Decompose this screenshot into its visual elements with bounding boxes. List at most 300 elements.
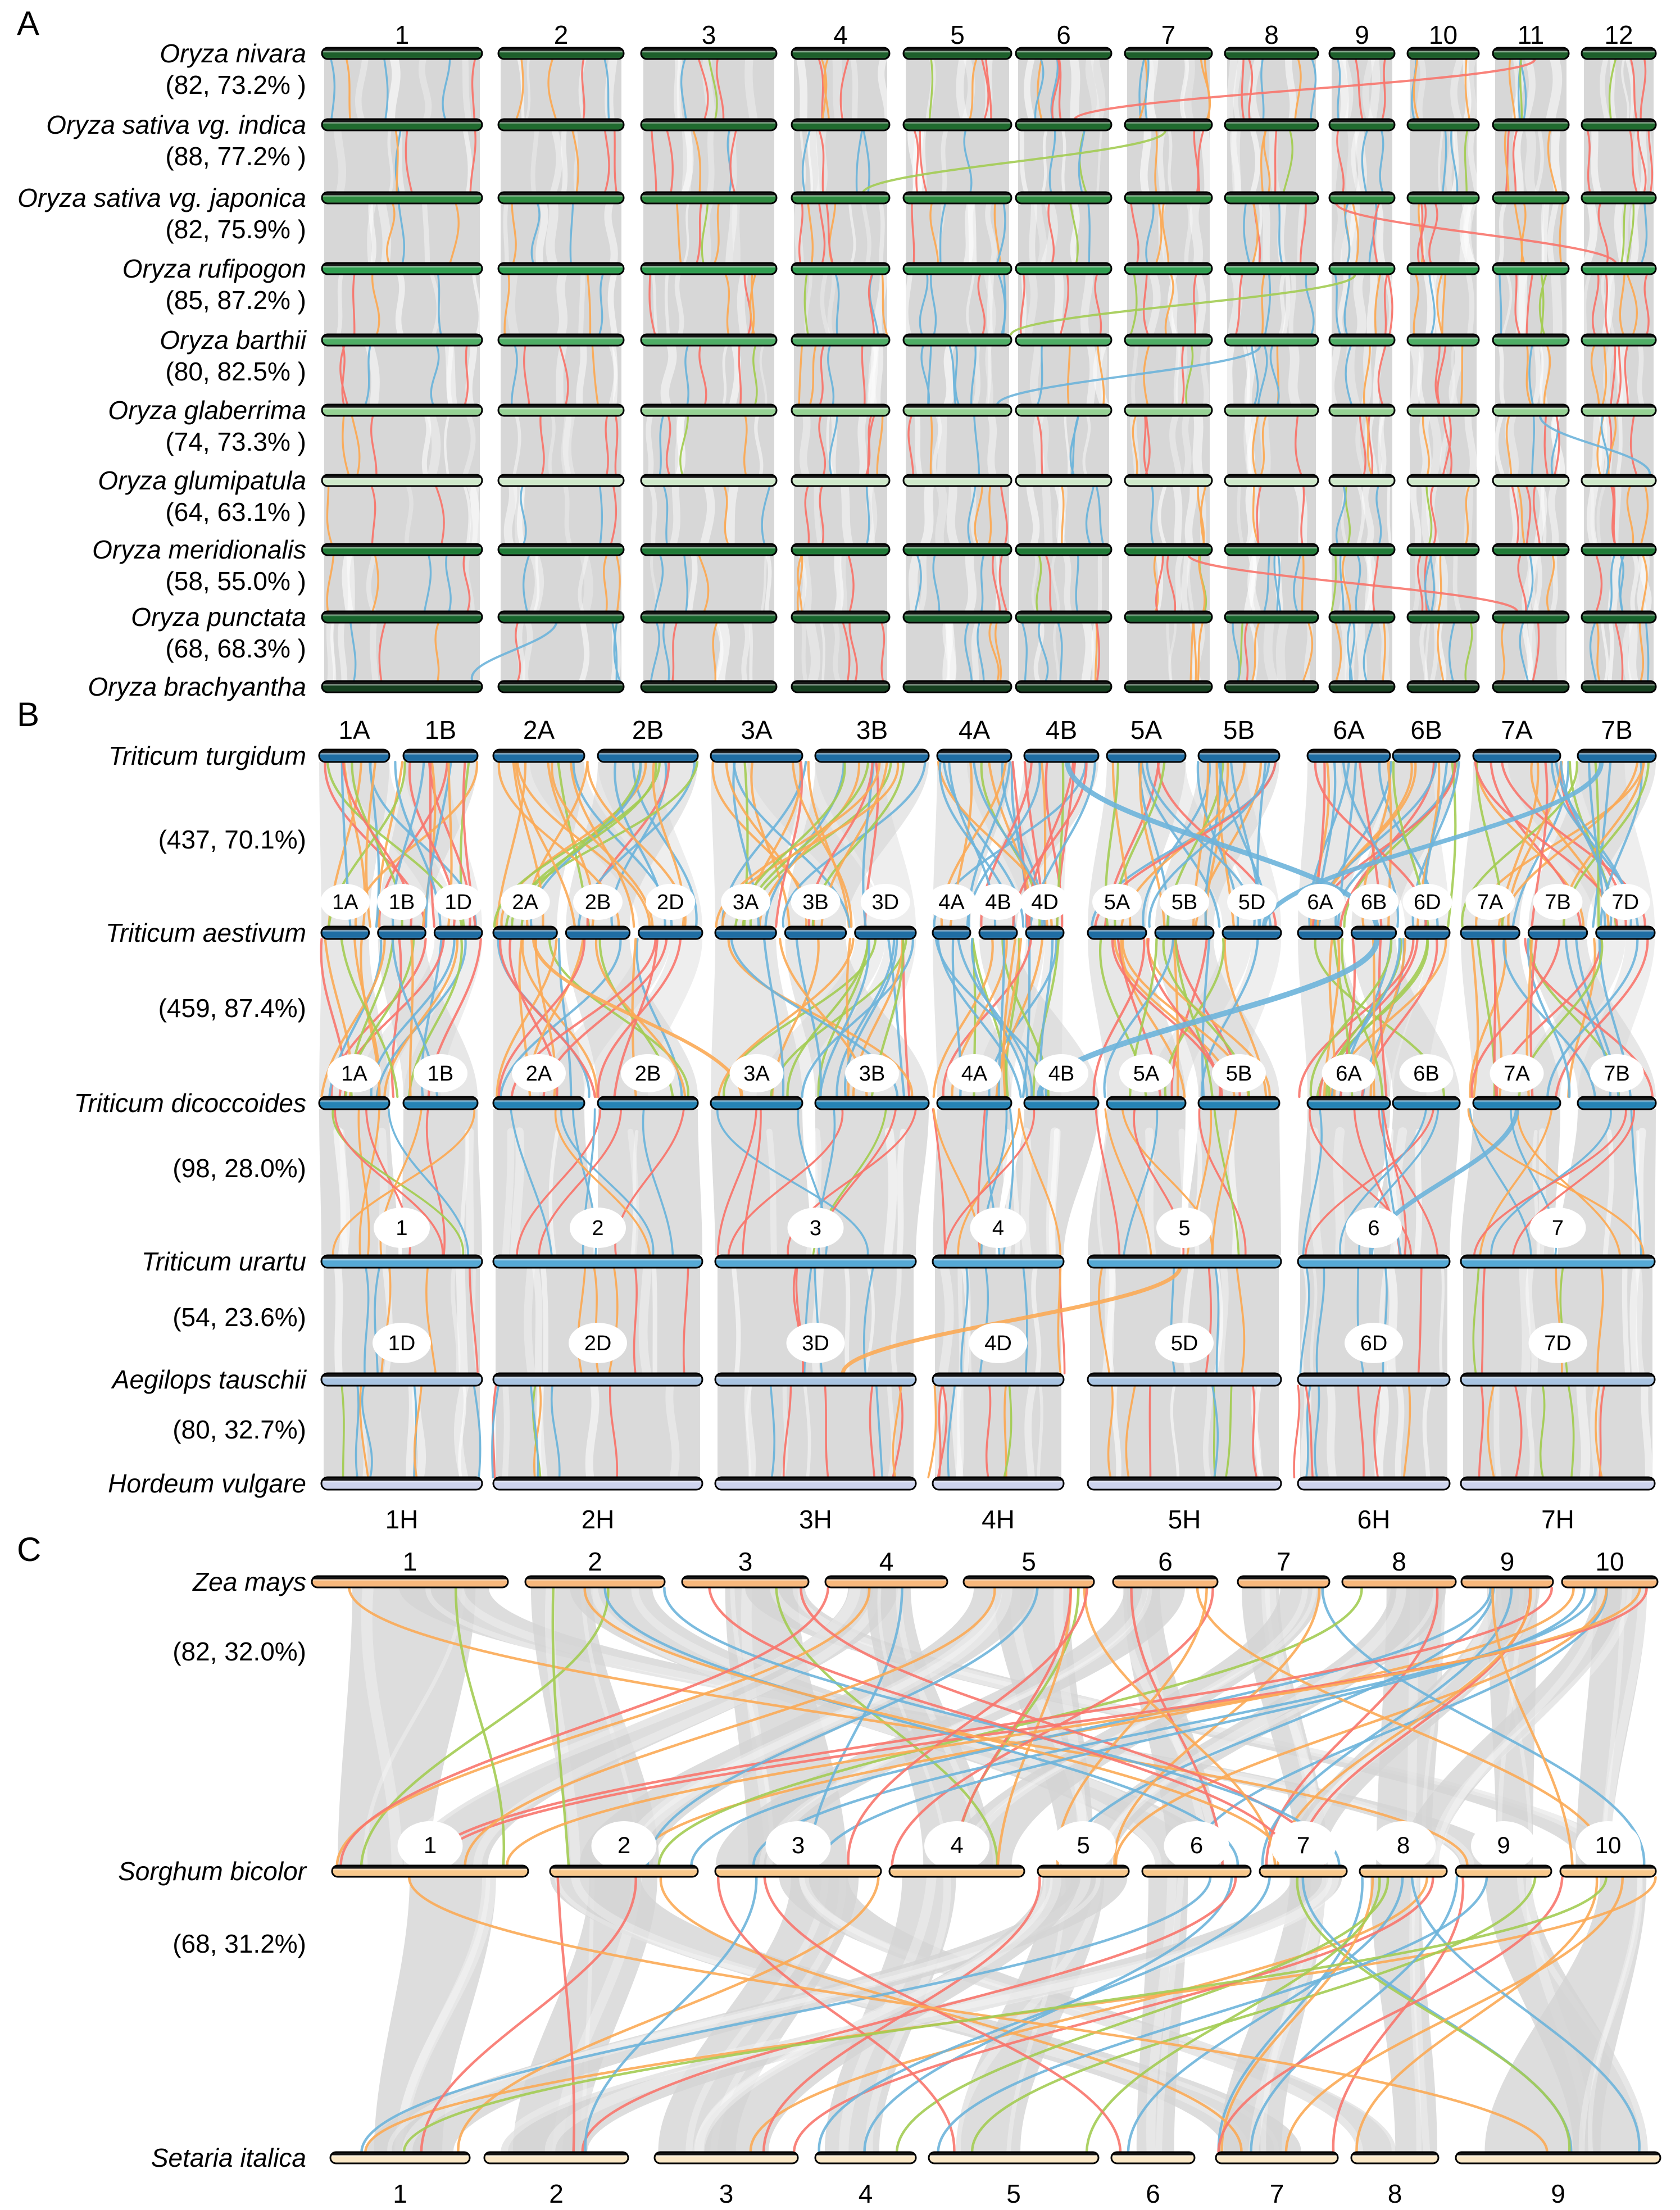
chromosome-footer: 3H xyxy=(799,1505,832,1534)
chromosome-bar xyxy=(550,1866,698,1877)
oval-label: 3A xyxy=(743,1062,770,1086)
chromosome-bar xyxy=(1125,119,1212,130)
synteny-line xyxy=(1074,59,1075,119)
chromosome-bar xyxy=(1407,405,1479,416)
chromosome-bar xyxy=(598,750,698,762)
synteny-line xyxy=(382,203,387,263)
synteny-line xyxy=(810,623,816,681)
synteny-line xyxy=(846,1268,848,1373)
chromosome-bar xyxy=(322,263,482,274)
species-name: Triticum dicoccoides xyxy=(74,1088,306,1118)
species-name: Setaria italica xyxy=(151,2143,306,2172)
synteny-ribbon xyxy=(1018,555,1109,611)
chromosome-bar xyxy=(484,2152,628,2163)
chromosome-bar xyxy=(493,750,584,762)
chromosome-bar xyxy=(1582,681,1656,692)
chromosome-bar xyxy=(1125,611,1212,623)
oval-label: 10 xyxy=(1595,1832,1622,1858)
chromosome-bar xyxy=(598,1097,698,1109)
synteny-line xyxy=(1413,346,1418,405)
synteny-line xyxy=(1293,346,1296,405)
synteny-line xyxy=(1086,623,1089,681)
chromosome-header: 11 xyxy=(1517,20,1545,49)
species-stat: (80, 82.5% ) xyxy=(165,357,306,386)
synteny-line xyxy=(1265,203,1266,263)
species-name: Oryza brachyantha xyxy=(88,672,306,701)
chromosome-bar xyxy=(1125,48,1212,59)
synteny-line xyxy=(1281,274,1284,334)
synteny-ribbon xyxy=(324,486,480,544)
chromosome-bar xyxy=(1225,263,1318,274)
synteny-line xyxy=(1594,130,1598,192)
oval-label: 5 xyxy=(1077,1832,1090,1858)
chromosome-footer: 6H xyxy=(1357,1505,1391,1534)
synteny-line xyxy=(449,346,453,405)
oval-label: 2D xyxy=(584,1332,612,1355)
chromosome-bar xyxy=(1125,681,1212,692)
synteny-line xyxy=(1496,1386,1499,1477)
chromosome-bar xyxy=(1088,1373,1281,1386)
species-name: Oryza sativa vg. indica xyxy=(46,110,306,139)
synteny-line xyxy=(956,1386,960,1477)
chromosome-bar xyxy=(641,48,777,59)
chromosome-bar xyxy=(1260,1866,1347,1877)
synteny-line xyxy=(1610,623,1612,681)
synteny-ribbon xyxy=(324,416,480,475)
synteny-line xyxy=(373,623,376,681)
chromosome-header: 3 xyxy=(701,20,716,49)
chromosome-bar xyxy=(1107,750,1186,762)
species-name: Hordeum vulgare xyxy=(108,1469,306,1498)
synteny-line xyxy=(505,203,507,263)
chromosome-bar xyxy=(785,927,846,939)
oval-label: 3D xyxy=(871,891,900,914)
chromosome-bar xyxy=(792,48,889,59)
chromosome-bar xyxy=(1088,927,1146,939)
chromosome-bar xyxy=(903,119,1011,130)
chromosome-bar xyxy=(321,1373,482,1386)
synteny-line xyxy=(838,555,840,611)
species-name: Oryza rufipogon xyxy=(122,254,306,283)
synteny-line xyxy=(678,59,679,119)
synteny-line xyxy=(1360,623,1363,681)
chromosome-bar xyxy=(1405,927,1450,939)
chromosome-bar xyxy=(1307,1097,1390,1109)
chromosome-bar xyxy=(641,263,777,274)
chromosome-bar xyxy=(1582,611,1656,623)
chromosome-bar xyxy=(903,611,1011,623)
synteny-line xyxy=(543,1268,546,1373)
synteny-line xyxy=(1332,130,1336,192)
species-stat: (68, 68.3% ) xyxy=(165,634,306,663)
chromosome-bar xyxy=(566,927,629,939)
synteny-line xyxy=(960,59,964,119)
species-name: Sorghum bicolor xyxy=(118,1857,306,1886)
synteny-ribbon xyxy=(324,346,480,405)
chromosome-bar xyxy=(1582,192,1656,203)
chromosome-bar xyxy=(1016,192,1111,203)
chromosome-bar xyxy=(1493,544,1569,555)
chromosome-header: 6 xyxy=(1158,1547,1173,1576)
chromosome-bar xyxy=(1198,750,1279,762)
chromosome-footer: 4 xyxy=(858,2179,873,2208)
chromosome-bar xyxy=(1225,119,1318,130)
synteny-line xyxy=(880,203,883,263)
synteny-ribbon xyxy=(324,203,480,263)
synteny-line xyxy=(969,555,973,611)
synteny-line xyxy=(1144,130,1148,192)
synteny-line xyxy=(609,59,613,119)
synteny-line xyxy=(561,274,564,334)
species-name: Oryza glaberrima xyxy=(108,396,306,425)
synteny-line xyxy=(948,346,951,405)
chromosome-bar xyxy=(711,750,802,762)
synteny-line xyxy=(1520,274,1523,334)
oval-label: 1A xyxy=(332,891,358,914)
chromosome-bar xyxy=(1225,475,1318,486)
oval-label: 2B xyxy=(634,1062,661,1086)
synteny-line xyxy=(1046,486,1048,544)
chromosome-bar xyxy=(1596,927,1655,939)
synteny-line xyxy=(346,555,349,611)
chromosome-bar xyxy=(1223,927,1281,939)
chromosome-bar xyxy=(1016,681,1111,692)
chromosome-bar xyxy=(903,681,1011,692)
chromosome-footer: 1H xyxy=(385,1505,419,1534)
synteny-line xyxy=(1307,623,1310,681)
chromosome-bar xyxy=(1016,475,1111,486)
oval-label: 6B xyxy=(1413,1062,1440,1086)
chromosome-bar xyxy=(1016,544,1111,555)
synteny-line xyxy=(803,623,806,681)
chromosome-bar xyxy=(937,750,1011,762)
chromosome-bar xyxy=(1125,544,1212,555)
chromosome-bar xyxy=(1461,1255,1655,1268)
chromosome-bar xyxy=(933,1373,1064,1386)
chromosome-header: 4 xyxy=(833,20,848,49)
chromosome-bar xyxy=(1461,1373,1655,1386)
synteny-ribbon xyxy=(501,555,621,611)
chromosome-footer: 6 xyxy=(1146,2179,1160,2208)
synteny-line xyxy=(1178,555,1180,611)
chromosome-bar xyxy=(1024,750,1098,762)
chromosome-bar xyxy=(1142,1866,1251,1877)
chromosome-bar xyxy=(641,405,777,416)
oval-label: 1 xyxy=(396,1217,408,1240)
chromosome-bar xyxy=(1456,2152,1660,2163)
synteny-line xyxy=(1555,130,1558,192)
chromosome-header: 7 xyxy=(1276,1547,1291,1576)
chromosome-bar xyxy=(319,750,389,762)
chromosome-header: 6A xyxy=(1333,715,1365,745)
synteny-line xyxy=(550,203,553,263)
synteny-ribbon xyxy=(906,486,1009,544)
oval-label: 5B xyxy=(1171,891,1198,914)
synteny-line xyxy=(991,416,993,475)
chromosome-bar xyxy=(1016,611,1111,623)
chromosome-bar xyxy=(1578,1097,1656,1109)
panel-a-letter: A xyxy=(17,4,40,42)
chromosome-bar xyxy=(1342,1576,1456,1587)
synteny-ribbon xyxy=(794,203,887,263)
chromosome-bar xyxy=(1038,1866,1129,1877)
chromosome-bar xyxy=(715,1255,916,1268)
chromosome-bar xyxy=(815,2152,916,2163)
chromosome-bar xyxy=(1528,927,1587,939)
chromosome-bar xyxy=(434,927,482,939)
synteny-line xyxy=(750,623,751,681)
chromosome-footer: 5H xyxy=(1168,1505,1201,1534)
synteny-line xyxy=(844,486,849,544)
chromosome-bar xyxy=(1582,405,1656,416)
chromosome-header: 5A xyxy=(1130,715,1163,745)
chromosome-bar xyxy=(641,681,777,692)
oval-label: 2 xyxy=(617,1832,631,1858)
chromosome-bar xyxy=(903,334,1011,346)
chromosome-bar xyxy=(1107,1097,1186,1109)
chromosome-bar xyxy=(1298,1373,1450,1386)
chromosome-bar xyxy=(1024,1097,1098,1109)
chromosome-bar xyxy=(1407,544,1479,555)
chromosome-bar xyxy=(1407,334,1479,346)
chromosome-bar xyxy=(715,927,776,939)
chromosome-bar xyxy=(639,927,702,939)
chromosome-bar xyxy=(855,927,916,939)
synteny-line xyxy=(1194,203,1198,263)
chromosome-header: 2 xyxy=(553,20,569,49)
synteny-line xyxy=(1398,1386,1401,1477)
chromosome-bar xyxy=(498,611,624,623)
chromosome-bar xyxy=(498,192,624,203)
chromosome-footer: 2 xyxy=(549,2179,564,2208)
chromosome-bar xyxy=(1393,1097,1460,1109)
synteny-line xyxy=(1342,623,1346,681)
chromosome-bar xyxy=(641,334,777,346)
chromosome-bar xyxy=(641,611,777,623)
synteny-line xyxy=(1184,555,1187,611)
synteny-line xyxy=(1160,130,1163,192)
species-stat: (74, 73.3% ) xyxy=(165,427,306,456)
panel-a-ribbons xyxy=(324,59,1654,681)
chromosome-bar xyxy=(1493,681,1569,692)
chromosome-bar xyxy=(815,750,929,762)
synteny-line xyxy=(853,59,855,119)
chromosome-bar xyxy=(979,927,1017,939)
synteny-line xyxy=(567,416,571,475)
oval-label: 7D xyxy=(1611,891,1640,914)
chromosome-footer: 4H xyxy=(982,1505,1015,1534)
chromosome-bar xyxy=(378,927,426,939)
synteny-line xyxy=(1560,623,1561,681)
chromosome-bar xyxy=(493,1255,702,1268)
chromosome-bar xyxy=(1125,263,1212,274)
synteny-line xyxy=(465,59,469,119)
chromosome-header: 7 xyxy=(1161,20,1176,49)
synteny-line xyxy=(1314,1132,1319,1255)
oval-label: 7B xyxy=(1604,1062,1630,1086)
synteny-line xyxy=(1351,130,1353,192)
chromosome-header: 2B xyxy=(632,715,664,745)
oval-label: 7A xyxy=(1477,891,1504,914)
panel-c-letter: C xyxy=(17,1531,42,1568)
synteny-line xyxy=(1640,346,1642,405)
chromosome-bar xyxy=(312,1576,508,1587)
chromosome-bar xyxy=(1307,750,1390,762)
chromosome-bar xyxy=(1298,927,1342,939)
chromosome-bar xyxy=(322,681,482,692)
chromosome-bar xyxy=(792,405,889,416)
chromosome-bar xyxy=(498,48,624,59)
synteny-line xyxy=(564,130,565,192)
chromosome-bar xyxy=(1329,48,1395,59)
synteny-line xyxy=(425,203,428,263)
synteny-line xyxy=(1205,130,1209,192)
chromosome-bar xyxy=(792,681,889,692)
synteny-line xyxy=(720,623,725,681)
chromosome-bar xyxy=(493,1477,702,1490)
chromosome-bar xyxy=(1026,927,1064,939)
oval-label: 4B xyxy=(985,891,1011,914)
synteny-line xyxy=(833,416,834,475)
synteny-line xyxy=(730,486,734,544)
chromosome-bar xyxy=(903,192,1011,203)
synteny-ribbon xyxy=(1127,555,1210,611)
chromosome-header: 8 xyxy=(1264,20,1279,49)
chromosome-bar xyxy=(1125,475,1212,486)
chromosome-footer: 7 xyxy=(1269,2179,1284,2208)
synteny-line xyxy=(1247,416,1250,475)
chromosome-bar xyxy=(322,192,482,203)
chromosome-bar xyxy=(715,1866,881,1877)
oval-label: 1B xyxy=(427,1062,454,1086)
synteny-line xyxy=(1615,486,1618,544)
chromosome-header: 8 xyxy=(1392,1547,1406,1576)
chromosome-bar xyxy=(1493,119,1569,130)
chromosome-bar xyxy=(792,544,889,555)
synteny-line xyxy=(1185,416,1188,475)
chromosome-bar xyxy=(403,750,478,762)
chromosome-bar xyxy=(1016,263,1111,274)
oval-label: 5A xyxy=(1104,891,1130,914)
oval-label: 7A xyxy=(1504,1062,1530,1086)
oval-label: 7 xyxy=(1296,1832,1310,1858)
chromosome-header: 3B xyxy=(856,715,888,745)
species-name: Oryza punctata xyxy=(131,602,306,632)
chromosome-bar xyxy=(1225,405,1318,416)
chromosome-bar xyxy=(1155,927,1214,939)
chromosome-header: 9 xyxy=(1355,20,1369,49)
species-stat: (54, 23.6%) xyxy=(172,1303,306,1332)
oval-label: 6A xyxy=(1336,1062,1362,1086)
oval-label: 6 xyxy=(1368,1217,1380,1240)
chromosome-bar xyxy=(322,611,482,623)
chromosome-bar xyxy=(493,1097,584,1109)
synteny-line xyxy=(968,203,971,263)
chromosome-header: 1 xyxy=(402,1547,417,1576)
synteny-line xyxy=(1229,59,1234,119)
chromosome-bar xyxy=(933,1477,1064,1490)
synteny-line xyxy=(460,1268,464,1373)
chromosome-bar xyxy=(1461,1576,1553,1587)
chromosome-bar xyxy=(1582,48,1656,59)
chromosome-bar xyxy=(493,927,557,939)
oval-label: 7 xyxy=(1551,1217,1564,1240)
synteny-line xyxy=(1059,59,1060,119)
oval-label: 6A xyxy=(1307,891,1333,914)
chromosome-bar xyxy=(1329,263,1395,274)
chromosome-bar xyxy=(929,2152,1098,2163)
synteny-line xyxy=(1275,130,1277,192)
chromosome-bar xyxy=(1016,119,1111,130)
oval-label: 3 xyxy=(791,1832,805,1858)
chromosome-footer: 2H xyxy=(581,1505,615,1534)
chromosome-header: 7A xyxy=(1501,715,1533,745)
synteny-line xyxy=(939,486,943,544)
synteny-line xyxy=(1372,59,1376,119)
chromosome-bar xyxy=(1225,681,1318,692)
chromosome-bar xyxy=(1360,1866,1447,1877)
chromosome-bar xyxy=(1216,2152,1338,2163)
oval-label: 4 xyxy=(992,1217,1005,1240)
chromosome-bar xyxy=(1125,405,1212,416)
chromosome-bar xyxy=(1113,1576,1218,1587)
synteny-ribbon xyxy=(324,623,480,681)
species-name: Zea mays xyxy=(193,1567,306,1596)
chromosome-bar xyxy=(682,1576,809,1587)
chromosome-bar xyxy=(1225,48,1318,59)
synteny-line xyxy=(1417,1132,1419,1255)
chromosome-bar xyxy=(498,263,624,274)
oval-label: 3A xyxy=(732,891,759,914)
chromosome-bar xyxy=(1493,263,1569,274)
chromosome-bar xyxy=(498,544,624,555)
synteny-line xyxy=(1169,130,1172,192)
chromosome-bar xyxy=(655,2152,798,2163)
chromosome-bar xyxy=(403,1097,478,1109)
synteny-line xyxy=(710,130,711,192)
synteny-line xyxy=(1358,274,1362,334)
chromosome-header: 1A xyxy=(338,715,370,745)
chromosome-bar xyxy=(715,1373,916,1386)
chromosome-bar xyxy=(1473,1097,1560,1109)
synteny-line xyxy=(803,416,807,475)
chromosome-bar xyxy=(1225,192,1318,203)
chromosome-bar xyxy=(1578,750,1656,762)
species-stat: (58, 55.0% ) xyxy=(165,566,306,596)
oval-label: 5B xyxy=(1225,1062,1252,1086)
oval-label: 1B xyxy=(388,891,415,914)
panel-a xyxy=(17,20,1656,701)
chromosome-header: 2A xyxy=(523,715,555,745)
species-name: Oryza nivara xyxy=(160,39,306,68)
chromosome-bar xyxy=(1493,334,1569,346)
synteny-line xyxy=(835,623,838,681)
chromosome-bar xyxy=(933,927,970,939)
chromosome-bar xyxy=(322,405,482,416)
synteny-line xyxy=(917,416,920,475)
species-stat: (88, 77.2% ) xyxy=(165,142,306,171)
chromosome-bar xyxy=(1125,192,1212,203)
synteny-line xyxy=(1149,1132,1152,1255)
chromosome-bar xyxy=(1493,48,1569,59)
oval-label: 5A xyxy=(1133,1062,1160,1086)
oval-label: 2A xyxy=(525,1062,552,1086)
chromosome-bar xyxy=(498,475,624,486)
oval-label: 7B xyxy=(1545,891,1571,914)
synteny-line xyxy=(1051,1132,1055,1255)
synteny-line xyxy=(1633,1268,1637,1373)
chromosome-bar xyxy=(815,1097,929,1109)
